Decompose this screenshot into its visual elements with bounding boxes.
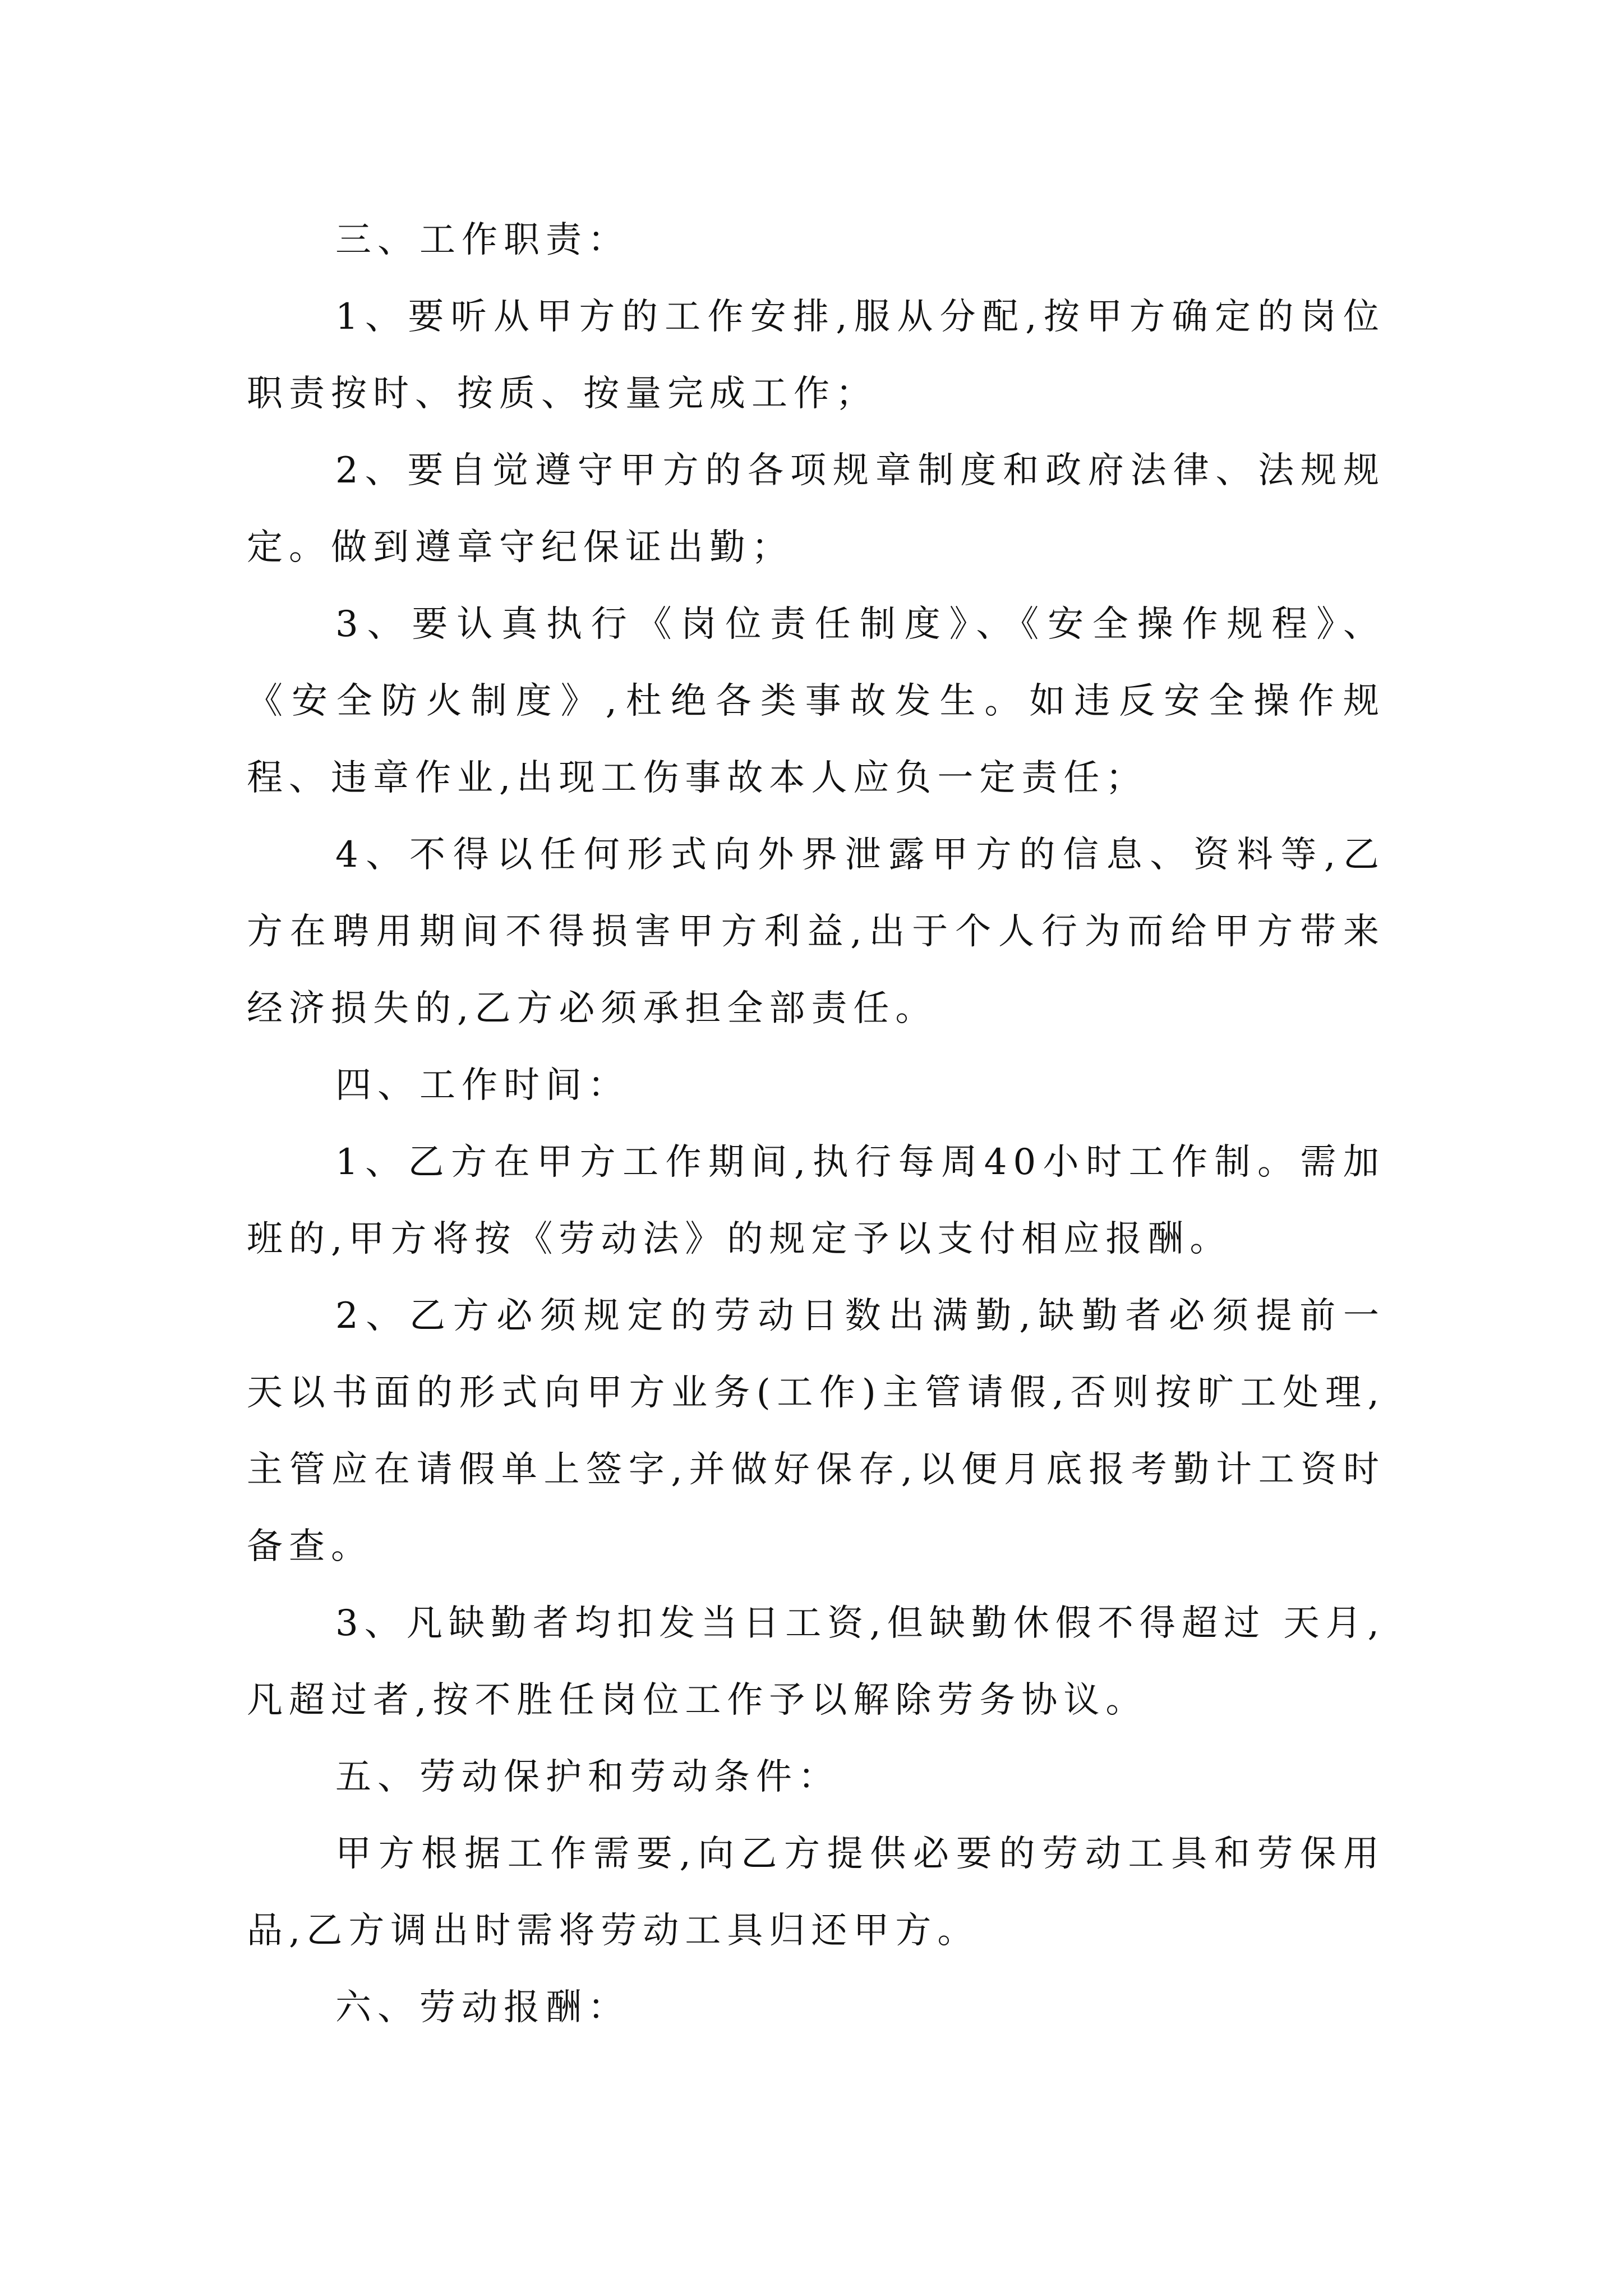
hours-item-1: 1、乙方在甲方工作期间,执行每周40小时工作制。需加班的,甲方将按《劳动法》的规定予以支付相应报酬。 <box>247 1142 1385 1260</box>
section-heading-work-hours: 四、工作时间： <box>335 1065 630 1106</box>
section-heading-duties: 三、工作职责： <box>335 219 630 261</box>
hours-item-3: 3、凡缺勤者均扣发当日工资,但缺勤休假不得超过 天月,凡超过者,按不胜任岗位工作予以解除劳务协议。 <box>247 1603 1385 1721</box>
duty-item-1: 1、要听从甲方的工作安排,服从分配,按甲方确定的岗位职责按时、按质、按量完成工作； <box>247 296 1385 415</box>
document-body <box>247 202 1385 2046</box>
section-heading-remuneration: 六、劳动报酬： <box>335 1987 630 2028</box>
section-heading-protection: 五、劳动保护和劳动条件： <box>335 1756 840 1798</box>
duty-item-3: 3、要认真执行《岗位责任制度》、《安全操作规程》、《安全防火制度》,杜绝各类事故发生。如违反安全操作规程、违章作业,出现工伤事故本人应负一定责任； <box>247 604 1385 799</box>
hours-item-2: 2、乙方必须规定的劳动日数出满勤,缺勤者必须提前一天以书面的形式向甲方业务(工作)主管请假,否则按旷工处理,主管应在请假单上签字,并做好保存,以便月底报考勤计工资时备查。 <box>247 1295 1385 1567</box>
protection-item: 甲方根据工作需要,向乙方提供必要的劳动工具和劳保用品,乙方调出时需将劳动工具归还甲方。 <box>247 1833 1385 1952</box>
duty-item-2: 2、要自觉遵守甲方的各项规章制度和政府法律、法规规定。做到遵章守纪保证出勤； <box>247 450 1385 568</box>
duty-item-4: 4、不得以任何形式向外界泄露甲方的信息、资料等,乙方在聘用期间不得损害甲方利益,出于个人行为而给甲方带来经济损失的,乙方必须承担全部责任。 <box>247 834 1385 1029</box>
